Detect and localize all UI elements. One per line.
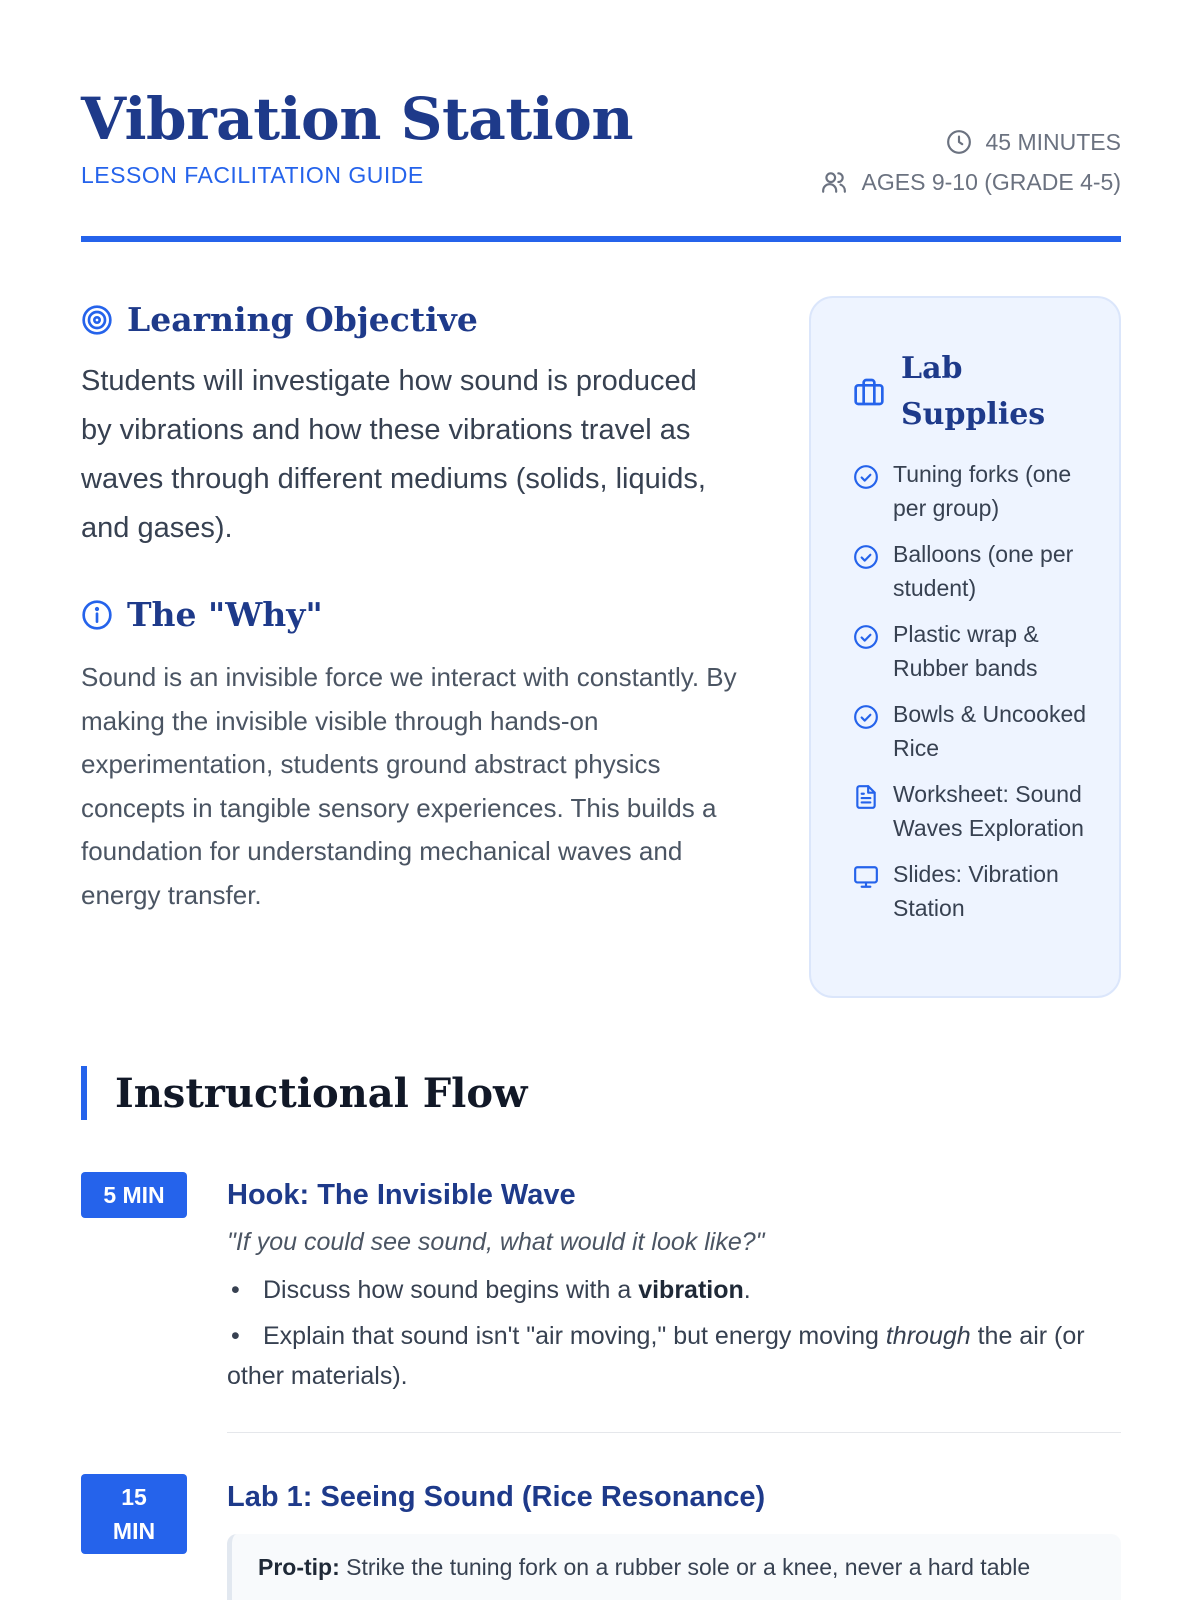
- step-body: [227, 1474, 1121, 1600]
- check-circle-icon: [853, 464, 879, 490]
- check-circle-icon: [853, 544, 879, 570]
- bullet-emphasis: vibration: [638, 1276, 744, 1304]
- why-heading: [81, 595, 761, 634]
- check-circle-icon: [853, 624, 879, 650]
- list-item: • Explain that sound isn't "air moving," but energy moving through the air (or other materials).: [227, 1322, 1085, 1390]
- page-title: Vibration Station: [81, 85, 634, 153]
- info-icon: [81, 599, 113, 631]
- bullet-text: Explain that sound isn't "air moving," but energy moving: [263, 1322, 886, 1350]
- pro-tip-box: [227, 1534, 1121, 1600]
- users-icon: [820, 169, 848, 195]
- supply-label: Slides: Vibration Station: [893, 861, 1059, 921]
- why-section: [81, 595, 761, 917]
- page-subtitle: LESSON FACILITATION GUIDE: [81, 162, 424, 188]
- list-item: [853, 618, 1103, 685]
- lesson-meta: [820, 122, 1121, 202]
- monitor-icon: [853, 864, 879, 890]
- bullet-emphasis: through: [885, 1322, 971, 1350]
- supply-label: Worksheet: Sound Waves Exploration: [893, 781, 1084, 841]
- clock-icon: [946, 129, 972, 155]
- audience-row: [820, 162, 1121, 202]
- time-badge: 5 MIN: [81, 1172, 187, 1218]
- instructional-flow-heading: [81, 1066, 527, 1120]
- supply-label: Tuning forks (one per group): [893, 461, 1072, 521]
- step-bullets: [227, 1270, 1121, 1396]
- list-item: [853, 458, 1103, 525]
- supplies-list: [853, 458, 1103, 938]
- pro-tip-text: Strike the tuning fork on a rubber sole or a knee, never a hard table: [339, 1554, 1031, 1580]
- page-header: [81, 84, 1121, 195]
- list-item: [853, 858, 1103, 925]
- pro-tip-label: Pro-tip:: [258, 1554, 340, 1580]
- learning-objective-section: [81, 300, 731, 553]
- duration-text: 45 MINUTES: [985, 128, 1121, 155]
- step-divider: [227, 1432, 1121, 1433]
- time-badge-unit: MIN: [112, 1518, 156, 1544]
- step-title: Hook: The Invisible Wave: [227, 1179, 576, 1211]
- bullet-text: Discuss how sound begins with a: [263, 1276, 639, 1304]
- step-body: [227, 1172, 1121, 1402]
- header-divider: [81, 236, 1121, 242]
- target-icon: [81, 304, 113, 336]
- step-quote: "If you could see sound, what would it look like?": [227, 1228, 765, 1256]
- why-text: Sound is an invisible force we interact with constantly. By making the invisible visible through hands-on experimentation, students ground abstract physics concepts in tangible sensory experiences. This builds a foundation for understanding mechanical waves and energy transfer.: [81, 662, 737, 910]
- time-badge-number: 15: [121, 1484, 147, 1510]
- learning-objective-title: Learning Objective: [127, 300, 478, 339]
- duration-row: [820, 122, 1121, 162]
- time-badge: [81, 1474, 187, 1554]
- step-title: Lab 1: Seeing Sound (Rice Resonance): [227, 1481, 766, 1513]
- instructional-flow-title: Instructional Flow: [115, 1069, 528, 1117]
- check-circle-icon: [853, 704, 879, 730]
- why-title: The "Why": [127, 595, 323, 634]
- bullet-text: the air (or other materials).: [227, 1322, 1085, 1390]
- list-item: [853, 778, 1103, 845]
- lab-supplies-heading: [853, 346, 1051, 438]
- lab-supplies-card: [809, 296, 1121, 998]
- bullet-text: .: [743, 1276, 751, 1304]
- supply-label: Plastic wrap & Rubber bands: [893, 621, 1039, 681]
- document-icon: [853, 784, 879, 810]
- list-item: [853, 538, 1103, 605]
- learning-objective-heading: [81, 300, 731, 339]
- briefcase-icon: [853, 376, 885, 408]
- lab-supplies-title: Lab Supplies: [901, 351, 1046, 432]
- supply-label: Bowls & Uncooked Rice: [893, 701, 1087, 761]
- learning-objective-text: Students will investigate how sound is produced by vibrations and how these vibrations travel as waves through different mediums (solids, liquids, and gases).: [81, 365, 706, 544]
- audience-text: AGES 9-10 (GRADE 4-5): [861, 168, 1121, 195]
- list-item: [853, 698, 1103, 765]
- supply-label: Balloons (one per student): [893, 541, 1074, 601]
- list-item: • Discuss how sound begins with a vibration.: [231, 1276, 751, 1304]
